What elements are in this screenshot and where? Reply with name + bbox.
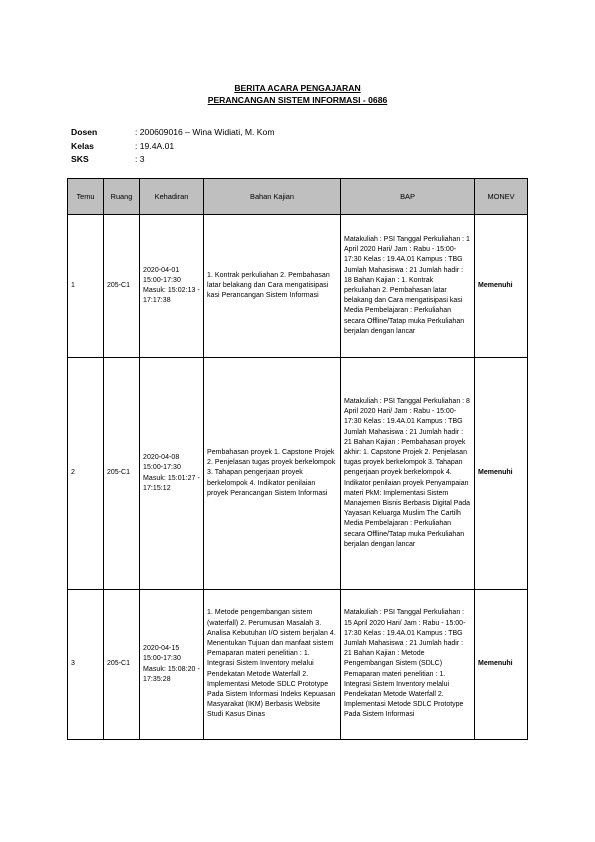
cell-kehadiran: 2020-04-15 15:00-17:30 Masuk: 15:08:20 - 17:35:28: [140, 590, 204, 740]
meta-row-sks: [71, 153, 274, 167]
cell-bap: Matakuliah : PSI Tanggal Perkuliahan : 8 April 2020 Hari/ Jam : Rabu - 15:00-17:30 Kelas : 19.4A.01 Kampus : TBG Jumlah Mahasiswa : 21 Jumlah hadir : 21 Bahan Kajian : Pembahasan proyek akhir: 1. Capstone Projek 2. Penjelasan tugas proyek berkelompok 3. Tahapan pengerjaan proyek berkelompok 4. Indikator penilaian proyek Penyampaian materi PkM: Implementasi Sistem Manajemen Bisnis Berbasis Digital Pada Yayasan Keluarga Muslim The Cartilh Media Pembelajaran : Perkuliahan secara Offline/Tatap muka Perkuliahan berjalan dengan lancar: [341, 358, 475, 590]
title-line-1: BERITA ACARA PENGAJARAN: [234, 83, 361, 93]
meta-label: Dosen: [71, 127, 98, 137]
header-temu: Temu: [68, 179, 104, 215]
cell-bahan-kajian: 1. Metode pengembangan sistem (waterfall) 2. Perumusan Masalah 3. Analisa Kebutuhan I/O sistem berjalan 4. Menentukan Tujuan dan manfaat sistem Pemaparan materi penelitian : 1. Integrasi Sistem Inventory melalui Pendekatan Metode Waterfall 2. Implementasi Metode SDLC Prototype Pada Sistem Informasi Indeks Kepuasan Masyarakat (IKM) Berbasis Website Studi Kasus Dinas: [204, 590, 341, 740]
cell-ruang: 205-C1: [104, 215, 140, 358]
cell-ruang: 205-C1: [104, 358, 140, 590]
header-monev: MONEV: [475, 179, 528, 215]
cell-ruang: 205-C1: [104, 590, 140, 740]
cell-bap: Matakuliah : PSI Tanggal Perkuliahan : 1 April 2020 Hari/ Jam : Rabu - 15:00-17:30 Kelas : 19.4A.01 Kampus : TBG Jumlah Mahasiswa : 21 Jumlah hadir : 18 Bahan Kajian : 1. Kontrak perkuliahan 2. Pembahasan latar belakang dan Cara mengatisipasi kasi Media Pembelajaran : Perkuliahan secara Offline/Tatap muka Perkuliahan berjalan dengan lancar: [341, 215, 475, 358]
document-title: [0, 82, 595, 106]
meta-row-dosen: [71, 126, 274, 140]
cell-kehadiran: 2020-04-08 15:00-17:30 Masuk: 15:01:27 - 17:15:12: [140, 358, 204, 590]
cell-monev: Memenuhi: [475, 215, 528, 358]
header-bahan-kajian: Bahan Kajian: [204, 179, 341, 215]
cell-monev: Memenuhi: [475, 590, 528, 740]
title-line-2: PERANCANGAN SISTEM INFORMASI - 0686: [207, 95, 388, 105]
cell-temu: 1: [68, 215, 104, 358]
meta-value: : 200609016 – Wina Widiati, M. Kom: [135, 127, 275, 137]
cell-bap: Matakuliah : PSI Tanggal Perkuliahan : 15 April 2020 Hari/ Jam : Rabu - 15:00-17:30 Kelas : 19.4A.01 Kampus : TBG Jumlah Mahasiswa : 21 Jumlah hadir : 21 Bahan Kajian : Metode Pengembangan Sistem (SDLC) Pemaparan materi penelitian : 1. Integrasi Sistem Inventory melalui Pendekatan Metode Waterfall 2. Implementasi Metode SDLC Prototype Pada Sistem Informasi: [341, 590, 475, 740]
meta-row-kelas: [71, 140, 274, 154]
table-row: [68, 590, 528, 740]
meta-value: : 19.4A.01: [135, 140, 175, 151]
meta-label: SKS: [71, 154, 89, 164]
table-row: [68, 215, 528, 358]
header-kehadiran: Kehadiran: [140, 179, 204, 215]
meta-label: Kelas: [71, 140, 94, 151]
cell-temu: 3: [68, 590, 104, 740]
header-ruang: Ruang: [104, 179, 140, 215]
cell-bahan-kajian: Pembahasan proyek 1. Capstone Projek 2. Penjelasan tugas proyek berkelompok 3. Tahapan pengerjaan proyek berkelompok 4. Indikator penilaian proyek Perancangan Sistem Informasi: [204, 358, 341, 590]
cell-kehadiran: 2020-04-01 15:00-17:30 Masuk: 15:02:13 - 17:17:38: [140, 215, 204, 358]
cell-temu: 2: [68, 358, 104, 590]
course-info: [71, 126, 274, 167]
cell-bahan-kajian: 1. Kontrak perkuliahan 2. Pembahasan latar belakang dan Cara mengatisipasi kasi Perancangan Sistem Informasi: [204, 215, 341, 358]
teaching-record-table: [67, 178, 528, 740]
meta-value: : 3: [135, 154, 145, 164]
cell-monev: Memenuhi: [475, 358, 528, 590]
header-bap: BAP: [341, 179, 475, 215]
table-row: [68, 358, 528, 590]
table-header-row: [68, 179, 528, 215]
